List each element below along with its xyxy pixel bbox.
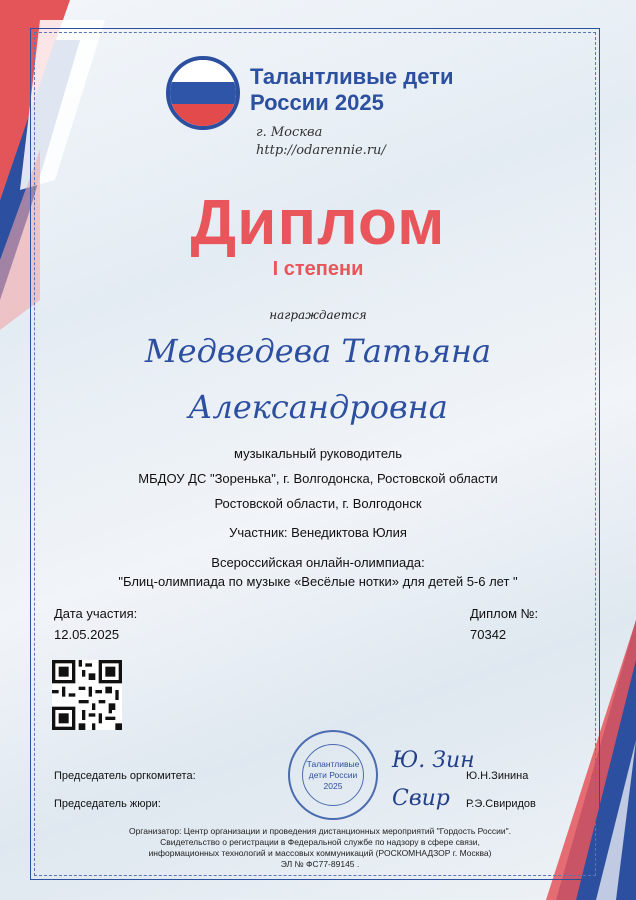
diploma-number-label: Диплом №: [470,606,539,621]
date-value: 12.05.2025 [54,627,120,642]
jury-chair-name: Р.Э.Свиридов [466,798,536,810]
recipient-position: музыкальный руководитель [233,446,402,461]
org-chair-name: Ю.Н.Зинина [466,770,529,782]
signature-org-chair: Ю. Зин [392,748,475,773]
qr-code-icon[interactable] [52,660,122,730]
org-info [256,124,386,160]
org-chair-label: Председатель оргкомитета: [54,770,196,782]
jury-chair-label: Председатель жюри: [54,798,161,810]
diploma-degree: I степени [272,258,364,280]
footer-organizer-info: Организатор: Центр организации и проведения дистанционных мероприятий "Гордость России". Свидетельство о регистрации в Федеральной службе по надзору в сфере связи, информационных технологий и массовых коммуникаций (РОСКОМНАДЗОР г. Москва) ЭЛ № ФС77-89145 . [128,826,512,869]
date-label: Дата участия: [54,606,138,621]
event-label: Всероссийская онлайн-олимпиада: [211,555,425,570]
signature-jury-chair: Свир [392,786,450,811]
recipient-organization: МБДОУ ДС "Зоренька", г. Волгодонска, Ростовской области [138,471,498,486]
diploma-number-value: 70342 [470,627,507,642]
recipient-name-line1: Медведева Татьяна [144,332,492,370]
official-stamp: Талантливые дети России 2025 [288,730,378,820]
diploma-title: Диплом [190,186,446,258]
recipient-name-line2: Александровна [188,388,448,426]
participant-name: Участник: Венедиктова Юлия [229,525,407,540]
awarded-label: награждается [269,308,367,322]
org-city: г. Москва [256,125,323,140]
org-title: Талантливые дети России 2025 [250,64,454,115]
org-site-link[interactable]: http://odarennie.ru/ [256,143,386,158]
russia-flag-logo [166,56,240,130]
recipient-location: Ростовской области, г. Волгодонск [214,496,422,511]
event-name: "Блиц-олимпиада по музыке «Весёлые нотки» для детей 5-6 лет " [118,574,518,589]
